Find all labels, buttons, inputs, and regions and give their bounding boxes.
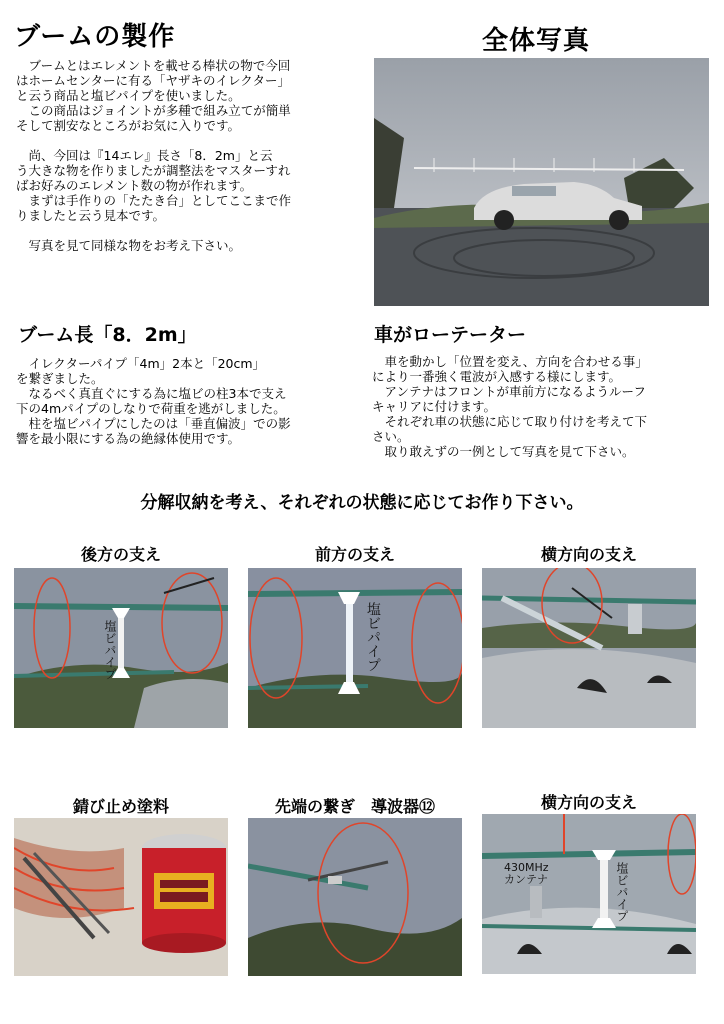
rear-support-photo [14,568,228,728]
photo-caption-lateral-support: 横方向の支え [540,545,637,564]
intro-line: まずは手作りの「たたき台」としてここまで作 [16,193,292,208]
rust-paint-photo [14,818,228,976]
rotator-line: さい。 [372,429,410,444]
rotator-line: 取り敢えずの一例として写真を見て下さい。 [372,444,635,459]
intro-text [16,58,366,253]
intro-line: と云う商品と塩ビパイプを使いました。 [16,88,241,103]
intro-line: ブームとはエレメントを載せる棒状の物で今回 [16,58,291,73]
boom-line: を繋ぎました。 [16,371,104,386]
photo-caption-rear-support: 後方の支え [80,545,161,564]
rotator-heading: 車がローテーター [374,324,527,346]
front-support-photo [248,568,462,728]
intro-line: この商品はジョイントが多種で組み立てが簡単 [16,103,291,118]
intro-line: 尚、今回は『14エレ』長さ「8．2m」と云 [16,148,273,163]
lateral-support-photo-2 [482,814,696,974]
intro-line: 写真を見て同様な物をお考え下さい。 [16,238,242,253]
pvc-pipe-label: 塩ビパイプ [615,862,629,922]
intro-blank [16,133,366,148]
rotator-line: キャリアに付けます。 [372,399,497,414]
boom-line: なるべく真直ぐにする為に塩ビの柱3本で支え [16,386,287,401]
photo-caption-rust-paint: 錆び止め塗料 [72,797,169,816]
storage-note-banner: 分解収納を考え、それぞれの状態に応じてお作り下さい。 [140,493,584,513]
overview-photo-title: 全体写真 [482,26,591,56]
boom-line: 響を最小限にする為の絶縁体使用です。 [16,431,241,446]
intro-line: はホームセンターに有る「ヤザキのイレクター」 [16,73,291,88]
boom-length-heading: ブーム長「8．2m」 [18,324,197,346]
photo-caption-tip-joint: 先端の繋ぎ 導波器⑫ [274,797,435,816]
photo-caption-lateral-support-2: 横方向の支え [540,793,637,812]
overview-photo [374,58,709,306]
rotator-line: それぞれ車の状態に応じて取り付けを考えて下 [372,414,648,429]
page-title: ブームの製作 [14,22,176,52]
photo-caption-front-support: 前方の支え [314,545,395,564]
intro-blank [16,223,366,238]
antenna-430mhz-label: 430MHz カンテナ [504,861,549,886]
boom-line: 柱を塩ビパイプにしたのは「垂直偏波」での影 [16,416,291,431]
tip-joint-photo [248,818,462,976]
pvc-pipe-label: 塩ビパイプ [103,620,117,680]
lateral-support-photo [482,568,696,728]
intro-line: ばお好みのエレメント数の物が作れます。 [16,178,253,193]
intro-line: そして割安なところがお気に入りです。 [16,118,241,133]
boom-line: イレクターパイプ「4m」2本と「20cm」 [16,356,266,371]
intro-line: りましたと云う見本です。 [16,208,166,223]
pvc-pipe-label: 塩ビパイプ [365,602,381,672]
rotator-line: アンテナはフロントが車前方になるようルーフ [372,384,646,399]
rotator-text [372,354,712,459]
rotator-line: により一番強く電波が入感する様にします。 [372,369,622,384]
boom-text [16,356,356,446]
rotator-line: 車を動かし「位置を変え、方向を合わせる事」 [372,354,648,369]
intro-line: う大きな物を作りましたが調整法をマスターすれ [16,163,291,178]
boom-line: 下の4mパイプのしなりで荷重を逃がしました。 [16,401,286,416]
